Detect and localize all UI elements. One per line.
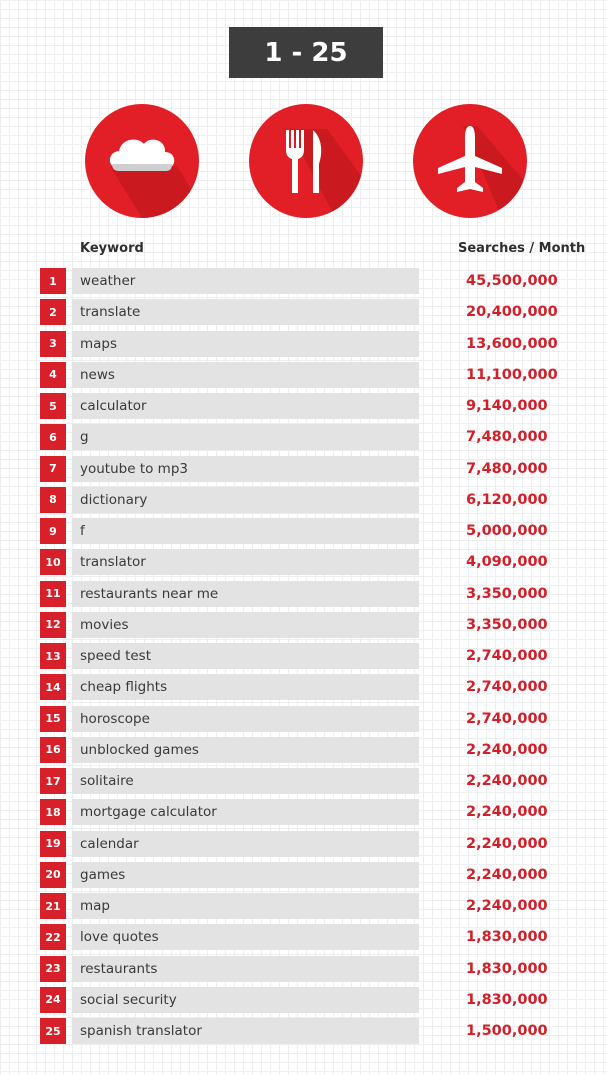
- rank-badge: 22: [40, 924, 66, 950]
- keyword-text: mortgage calculator: [80, 804, 217, 821]
- cloud-icon: [85, 104, 199, 218]
- searches-value: 7,480,000: [466, 429, 548, 446]
- keyword-bar: [72, 831, 419, 857]
- keyword-bar: [72, 924, 419, 950]
- table-row: [0, 518, 607, 544]
- keyword-bar: [72, 768, 419, 794]
- keyword-bar: [72, 549, 419, 575]
- keyword-text: news: [80, 366, 115, 383]
- rank-badge: 14: [40, 674, 66, 700]
- keyword-text: movies: [80, 616, 129, 633]
- keyword-text: solitaire: [80, 773, 134, 789]
- keyword-bar: [72, 518, 419, 544]
- keyword-bar: [72, 987, 419, 1013]
- keyword-bar: [72, 487, 419, 513]
- keyword-text: horoscope: [80, 710, 150, 727]
- keyword-text: weather: [80, 273, 136, 289]
- searches-value: 7,480,000: [466, 460, 548, 477]
- table-row: [0, 1018, 607, 1044]
- rank-badge: 5: [40, 393, 66, 419]
- table-row: [0, 893, 607, 919]
- rank-badge: 1: [40, 268, 66, 294]
- table-row: [0, 831, 607, 857]
- table-row: [0, 737, 607, 763]
- rank-badge: 12: [40, 612, 66, 638]
- searches-value: 1,830,000: [466, 929, 548, 946]
- keyword-text: map: [80, 898, 110, 914]
- searches-value: 2,740,000: [466, 710, 548, 727]
- keyword-bar: [72, 737, 419, 763]
- table-row: [0, 862, 607, 888]
- searches-value: 3,350,000: [466, 616, 548, 633]
- table-row: [0, 487, 607, 513]
- keyword-text: translate: [80, 304, 141, 321]
- keyword-bar: [72, 799, 419, 825]
- table-row: [0, 674, 607, 700]
- keyword-text: social security: [80, 991, 177, 1008]
- keyword-bar: [72, 424, 419, 450]
- table-row: [0, 768, 607, 794]
- keyword-bar: [72, 581, 419, 607]
- table-row: [0, 956, 607, 982]
- keyword-text: love quotes: [80, 929, 159, 946]
- searches-value: 2,240,000: [466, 804, 548, 821]
- keyword-bar: [72, 674, 419, 700]
- title-banner: 1 - 25: [229, 27, 383, 78]
- rank-badge: 13: [40, 643, 66, 669]
- searches-value: 5,000,000: [466, 523, 548, 539]
- rank-badge: 6: [40, 424, 66, 450]
- rank-badge: 19: [40, 831, 66, 857]
- searches-value: 13,600,000: [466, 335, 558, 352]
- table-row: [0, 924, 607, 950]
- searches-value: 3,350,000: [466, 585, 548, 602]
- keyword-text: calculator: [80, 398, 147, 414]
- rank-badge: 11: [40, 581, 66, 607]
- rank-badge: 18: [40, 799, 66, 825]
- keyword-bar: [72, 456, 419, 482]
- keyword-bar: [72, 268, 419, 294]
- searches-value: 1,830,000: [466, 960, 548, 977]
- rank-badge: 2: [40, 299, 66, 325]
- keyword-text: g: [80, 429, 89, 446]
- keyword-bar: [72, 393, 419, 419]
- rank-badge: 3: [40, 331, 66, 357]
- rank-badge: 23: [40, 956, 66, 982]
- searches-value: 2,740,000: [466, 648, 548, 664]
- keyword-text: spanish translator: [80, 1023, 202, 1039]
- keyword-bar: [72, 362, 419, 388]
- searches-value: 1,830,000: [466, 991, 548, 1008]
- keyword-text: calendar: [80, 835, 139, 852]
- keyword-bar: [72, 706, 419, 732]
- searches-value: 4,090,000: [466, 554, 548, 571]
- keyword-bar: [72, 643, 419, 669]
- airplane-icon: [413, 104, 527, 218]
- keyword-bar: [72, 612, 419, 638]
- table-row: [0, 424, 607, 450]
- table-row: [0, 581, 607, 607]
- rank-badge: 10: [40, 549, 66, 575]
- rank-badge: 7: [40, 456, 66, 482]
- table-row: [0, 612, 607, 638]
- table-row: [0, 331, 607, 357]
- category-icons: [0, 104, 607, 220]
- keyword-bar: [72, 299, 419, 325]
- keyword-bar: [72, 862, 419, 888]
- keyword-text: restaurants: [80, 960, 158, 977]
- searches-value: 2,240,000: [466, 741, 548, 758]
- rank-badge: 21: [40, 893, 66, 919]
- table-row: [0, 706, 607, 732]
- keyword-bar: [72, 331, 419, 357]
- table-row: [0, 268, 607, 294]
- searches-value: 11,100,000: [466, 366, 558, 383]
- rank-badge: 15: [40, 706, 66, 732]
- fork-knife-icon: [249, 104, 363, 218]
- keyword-text: maps: [80, 335, 118, 352]
- rank-badge: 20: [40, 862, 66, 888]
- keyword-text: dictionary: [80, 491, 148, 508]
- searches-value: 45,500,000: [466, 273, 558, 289]
- table-row: [0, 456, 607, 482]
- searches-value: 9,140,000: [466, 398, 548, 414]
- searches-value: 2,240,000: [466, 773, 548, 789]
- rank-badge: 4: [40, 362, 66, 388]
- searches-value: 2,240,000: [466, 866, 548, 883]
- searches-value: 20,400,000: [466, 304, 558, 321]
- table-row: [0, 643, 607, 669]
- table-row: [0, 549, 607, 575]
- keyword-text: translator: [80, 554, 146, 571]
- keyword-header: Keyword: [80, 241, 144, 256]
- keyword-text: f: [80, 523, 85, 539]
- keyword-text: youtube to mp3: [80, 460, 188, 477]
- rank-badge: 24: [40, 987, 66, 1013]
- keyword-bar: [72, 956, 419, 982]
- keyword-bar: [72, 1018, 419, 1044]
- table-row: [0, 799, 607, 825]
- rank-badge: 9: [40, 518, 66, 544]
- rank-badge: 17: [40, 768, 66, 794]
- keyword-text: cheap flights: [80, 679, 168, 696]
- table-row: [0, 299, 607, 325]
- keyword-text: restaurants near me: [80, 585, 219, 602]
- table-row: [0, 987, 607, 1013]
- rank-badge: 25: [40, 1018, 66, 1044]
- searches-value: 2,240,000: [466, 898, 548, 914]
- table-row: [0, 362, 607, 388]
- searches-header: Searches / Month: [458, 241, 586, 256]
- keyword-text: speed test: [80, 648, 152, 664]
- searches-value: 2,240,000: [466, 835, 548, 852]
- keyword-text: games: [80, 866, 126, 883]
- keyword-text: unblocked games: [80, 741, 199, 758]
- searches-value: 6,120,000: [466, 491, 548, 508]
- searches-value: 1,500,000: [466, 1023, 548, 1039]
- table-row: [0, 393, 607, 419]
- rank-badge: 16: [40, 737, 66, 763]
- searches-value: 2,740,000: [466, 679, 548, 696]
- keyword-bar: [72, 893, 419, 919]
- rank-badge: 8: [40, 487, 66, 513]
